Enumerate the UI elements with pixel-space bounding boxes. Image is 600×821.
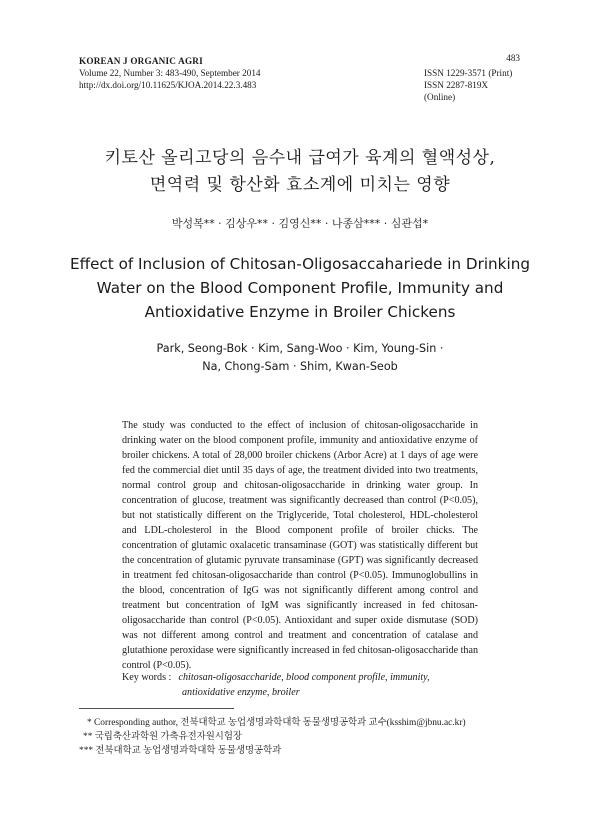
korean-title	[0, 145, 600, 199]
journal-name: KOREAN J ORGANIC AGRI	[79, 56, 203, 66]
korean-authors: 박성복** · 김상우** · 김영신** · 나종삼*** · 심관섭*	[171, 217, 429, 230]
english-title-line: Effect of Inclusion of Chitosan-Oligosaccahariede in Drinking	[70, 255, 530, 273]
english-title-line: Water on the Blood Component Profile, Immunity and	[96, 279, 504, 297]
korean-title-line: 키토산 올리고당의 음수내 급여가 육계의 혈액성상,	[104, 148, 496, 168]
issn-print: ISSN 1229-3571 (Print)	[424, 68, 513, 78]
english-authors	[0, 340, 600, 376]
english-authors-line: Park, Seong-Bok · Kim, Sang-Woo · Kim, Young-Sin ·	[156, 342, 444, 355]
english-title-line: Antioxidative Enzyme in Broiler Chickens	[144, 303, 456, 321]
english-title	[0, 252, 600, 324]
keywords-text: antioxidative enzyme, broiler	[182, 687, 300, 698]
journal-info	[79, 55, 261, 91]
footnote-divider	[79, 708, 234, 709]
issn-online: ISSN 2287-819X (Online)	[424, 80, 489, 102]
keywords	[122, 670, 478, 700]
footnote-affiliation: *** 전북대학교 농업생명과학대학 동물생명공학과	[79, 746, 282, 756]
keywords-label: Key words :	[122, 672, 172, 683]
footnotes	[79, 716, 519, 758]
volume-info: Volume 22, Number 3: 483-490, September 2014	[79, 68, 261, 78]
footnote-affiliation: ** 국립축산과학원 가축유전자원시험장	[83, 732, 242, 742]
keywords-text: chitosan-oligosaccharide, blood component profile, immunity,	[178, 672, 430, 683]
korean-title-line: 면역력 및 항산화 효소계에 미치는 영향	[149, 175, 451, 195]
footnote-corresponding-author: * Corresponding author, 전북대학교 농업생명과학대학 동물생명공학과 교수(ksshim@jbnu.ac.kr)	[87, 718, 466, 728]
issn-block	[424, 67, 520, 103]
english-authors-line: Na, Chong-Sam · Shim, Kwan-Seob	[202, 360, 398, 373]
abstract: The study was conducted to the effect of inclusion of chitosan-oligosaccharide in drinking water on the blood component profile, immunity and antioxidative enzyme of broiler chickens. A total of 28,000 broiler chickens (Arbor Acre) at 1 days of age were fed the commercial diet until 35 days of age, the treatment divided into two treatments, normal control group and chitosan-oligosaccharide in drinking water group. In concentration of glucose, treatment was significantly decreased than control (P<0.05), but not statistically different on the Triglyceride, Total cholesterol, HDL-cholesterol and LDL-cholesterol in the Blood component profile of broiler chicks. The concentration of glutamic oxalacetic transaminase (GOT) was statistically different but the concentration of glutamic pyruvate transaminase (GPT) was significantly decreased in treatment fed chitosan-oligosaccharide than control (P<0.05). Immunoglobullins in the blood, concentration of IgG was not significantly different among control and treatment but concentration of IgM was significantly increased in fed chitosan-oligosaccharide than control (P<0.05). Antioxidant and super oxide dismutase (SOD) was not different among control and treatment and concentration of catalase and glutathione peroxidase were significantly increased in fed chitosan-oligosaccharide than control (P<0.05).	[122, 420, 478, 671]
page-number: 483	[506, 53, 520, 63]
doi-link[interactable]: http://dx.doi.org/10.11625/KJOA.2014.22.3.483	[79, 80, 257, 90]
